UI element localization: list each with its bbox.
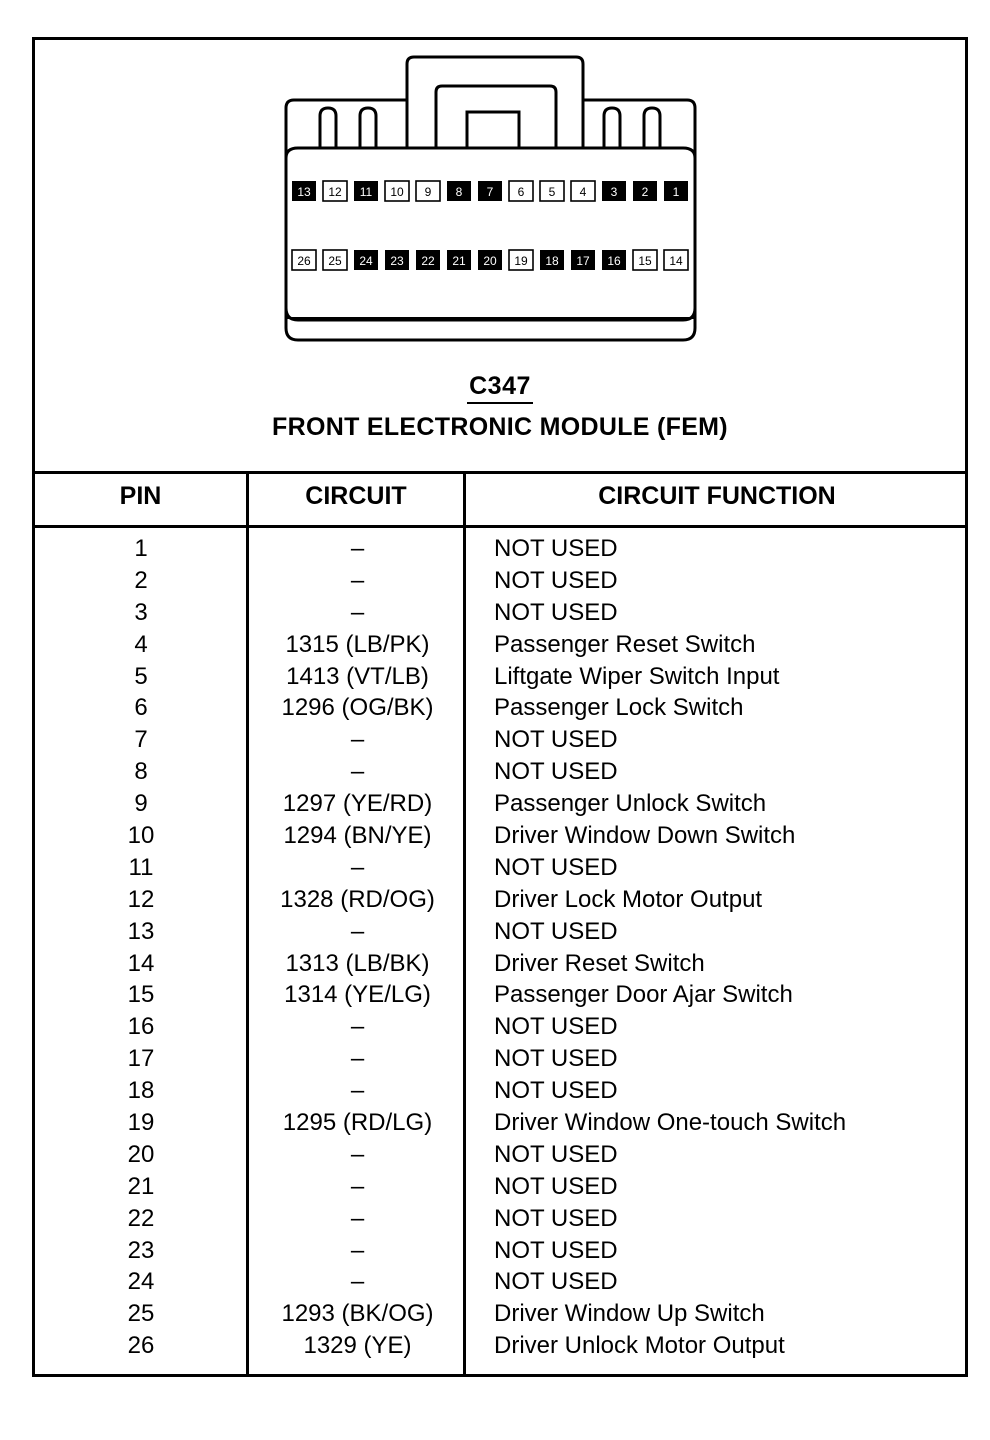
function-cell: NOT USED: [494, 1268, 618, 1296]
function-cell: NOT USED: [494, 1077, 618, 1105]
circuit-cell: 1295 (RD/LG): [282, 1109, 433, 1137]
table-row: [35, 1235, 965, 1267]
pin-cell: 11: [128, 853, 154, 881]
pinout-table-body: [35, 533, 965, 1362]
table-row: [35, 597, 965, 629]
pin-cell: 26: [127, 1332, 155, 1360]
function-cell: NOT USED: [494, 1172, 618, 1200]
circuit-cell: –: [350, 1204, 365, 1232]
table-row: [35, 565, 965, 597]
table-row: [35, 979, 965, 1011]
circuit-cell: –: [350, 1013, 365, 1041]
pin-cavity-19: [509, 250, 533, 270]
circuit-cell: 1294 (BN/YE): [283, 822, 432, 850]
circuit-cell: –: [350, 1045, 365, 1073]
pin-cell: 10: [127, 822, 155, 850]
function-cell: Liftgate Wiper Switch Input: [494, 662, 780, 690]
function-cell: NOT USED: [494, 758, 618, 786]
circuit-cell: –: [350, 566, 365, 594]
pin-cavity-22: [416, 250, 440, 270]
circuit-cell: –: [350, 1268, 365, 1296]
pin-cavity-10: [385, 181, 409, 201]
pin-number-label: 25: [328, 254, 342, 268]
connector-id: C347: [467, 372, 533, 404]
pin-cavity-8: [447, 181, 471, 201]
pin-cell: 25: [127, 1300, 155, 1328]
pin-number-label: 26: [297, 254, 311, 268]
table-row: [35, 661, 965, 693]
pin-number-label: 8: [455, 185, 463, 199]
pin-cell: 7: [134, 726, 148, 754]
circuit-cell: –: [350, 535, 365, 562]
function-cell: NOT USED: [494, 917, 618, 945]
header-bottom-rule: [32, 525, 968, 528]
table-row: [35, 1203, 965, 1235]
circuit-cell: –: [350, 726, 365, 754]
circuit-cell: 1315 (LB/PK): [285, 630, 430, 658]
pin-number-label: 6: [517, 185, 525, 199]
pin-number-label: 11: [359, 185, 373, 199]
pin-cavity-18: [540, 250, 564, 270]
pin-cell: 17: [127, 1045, 155, 1073]
pin-cavity-17: [571, 250, 595, 270]
pin-cell: 14: [127, 949, 155, 977]
pin-number-label: 13: [297, 185, 311, 199]
function-cell: Passenger Door Ajar Switch: [494, 981, 793, 1009]
connector-bottom-row: [292, 250, 688, 270]
function-cell: NOT USED: [494, 1236, 618, 1264]
pin-number-label: 14: [669, 254, 683, 268]
pin-number-label: 17: [576, 254, 590, 268]
pin-cell: 3: [134, 598, 148, 626]
pin-cavity-20: [478, 250, 502, 270]
pin-cavity-15: [633, 250, 657, 270]
pin-number-label: 15: [638, 254, 652, 268]
pin-cavity-7: [478, 181, 502, 201]
function-cell: NOT USED: [494, 535, 618, 562]
circuit-cell: 1314 (YE/LG): [284, 981, 431, 1009]
connector-title: [32, 372, 968, 442]
pin-number-label: 22: [421, 254, 435, 268]
pin-cavity-4: [571, 181, 595, 201]
pin-cell: 13: [127, 917, 155, 945]
function-cell: NOT USED: [494, 566, 618, 594]
pin-cavity-23: [385, 250, 409, 270]
pin-cavity-25: [323, 250, 347, 270]
circuit-cell: –: [350, 917, 365, 945]
pin-number-label: 2: [641, 185, 649, 199]
circuit-cell: –: [350, 1077, 365, 1105]
function-cell: Passenger Lock Switch: [494, 694, 744, 722]
pin-cell: 18: [127, 1077, 155, 1105]
function-cell: NOT USED: [494, 1045, 618, 1073]
table-row: [35, 692, 965, 724]
table-row: [35, 1043, 965, 1075]
pin-number-label: 19: [514, 254, 528, 268]
table-row: [35, 1298, 965, 1330]
header-circuit-function: CIRCUIT FUNCTION: [598, 482, 836, 510]
module-name: FRONT ELECTRONIC MODULE (FEM): [272, 413, 728, 441]
circuit-cell: 1297 (YE/RD): [282, 790, 433, 818]
pin-number-label: 12: [328, 185, 342, 199]
function-cell: Driver Window Up Switch: [494, 1300, 765, 1328]
table-row: [35, 948, 965, 980]
function-cell: NOT USED: [494, 1204, 618, 1232]
table-row: [35, 1107, 965, 1139]
pin-number-label: 10: [390, 185, 404, 199]
table-row: [35, 852, 965, 884]
pin-cavity-26: [292, 250, 316, 270]
pin-number-label: 24: [359, 254, 373, 268]
pin-cell: 24: [127, 1268, 155, 1296]
pin-cell: 1: [134, 535, 148, 562]
function-cell: NOT USED: [494, 853, 618, 881]
pin-cell: 21: [127, 1172, 155, 1200]
pin-cell: 8: [134, 758, 148, 786]
table-row: [35, 1139, 965, 1171]
pin-cavity-24: [354, 250, 378, 270]
pin-number-label: 9: [424, 185, 432, 199]
connector-top-row: [292, 181, 688, 201]
pin-cavity-1: [664, 181, 688, 201]
circuit-cell: –: [350, 598, 365, 626]
pin-cavity-9: [416, 181, 440, 201]
header-top-rule: [32, 471, 968, 474]
pin-cell: 4: [134, 630, 148, 658]
circuit-cell: –: [350, 853, 365, 881]
pin-number-label: 4: [579, 185, 587, 199]
pin-cell: 22: [127, 1204, 155, 1232]
pin-number-label: 7: [486, 185, 494, 199]
pin-cavity-12: [323, 181, 347, 201]
circuit-cell: 1329 (YE): [303, 1332, 412, 1360]
header-pin: PIN: [119, 482, 162, 510]
pin-cavity-11: [354, 181, 378, 201]
table-row: [35, 916, 965, 948]
table-row: [35, 756, 965, 788]
pin-number-label: 5: [548, 185, 556, 199]
pin-cell: 20: [127, 1140, 155, 1168]
pin-cell: 6: [134, 694, 148, 722]
pin-cell: 19: [127, 1109, 155, 1137]
table-row: [35, 1330, 965, 1362]
pin-number-label: 21: [452, 254, 466, 268]
function-cell: NOT USED: [494, 1013, 618, 1041]
function-cell: Driver Lock Motor Output: [494, 885, 763, 913]
pin-cavity-14: [664, 250, 688, 270]
table-row: [35, 884, 965, 916]
pin-number-label: 20: [483, 254, 497, 268]
pin-cavity-6: [509, 181, 533, 201]
circuit-cell: –: [350, 1236, 365, 1264]
function-cell: NOT USED: [494, 598, 618, 626]
table-row: [35, 533, 965, 565]
circuit-cell: –: [350, 758, 365, 786]
function-cell: Passenger Unlock Switch: [494, 790, 767, 818]
pin-number-label: 1: [672, 185, 680, 199]
pin-cavity-2: [633, 181, 657, 201]
function-cell: Passenger Reset Switch: [494, 630, 756, 658]
pin-cavity-13: [292, 181, 316, 201]
function-cell: Driver Unlock Motor Output: [494, 1332, 785, 1360]
header-circuit: CIRCUIT: [305, 482, 407, 510]
pin-number-label: 3: [610, 185, 618, 199]
pin-number-label: 18: [545, 254, 559, 268]
circuit-cell: –: [350, 1172, 365, 1200]
pin-cell: 2: [134, 566, 148, 594]
table-row: [35, 724, 965, 756]
table-row: [35, 1075, 965, 1107]
pin-cell: 9: [134, 790, 148, 818]
pin-cell: 5: [134, 662, 148, 690]
circuit-cell: 1328 (RD/OG): [280, 885, 435, 913]
pin-number-label: 16: [607, 254, 621, 268]
pin-cell: 16: [127, 1013, 155, 1041]
pin-cavity-16: [602, 250, 626, 270]
pin-cell: 15: [127, 981, 155, 1009]
circuit-cell: 1293 (BK/OG): [281, 1300, 434, 1328]
table-row: [35, 788, 965, 820]
circuit-cell: 1413 (VT/LB): [286, 662, 429, 690]
table-row: [35, 1266, 965, 1298]
table-row: [35, 629, 965, 661]
circuit-cell: 1296 (OG/BK): [281, 694, 434, 722]
pin-cell: 23: [127, 1236, 155, 1264]
circuit-cell: 1313 (LB/BK): [285, 949, 430, 977]
pin-number-label: 23: [390, 254, 404, 268]
circuit-cell: –: [350, 1140, 365, 1168]
pin-cell: 12: [127, 885, 155, 913]
pin-cavity-3: [602, 181, 626, 201]
table-row: [35, 820, 965, 852]
function-cell: NOT USED: [494, 1140, 618, 1168]
function-cell: NOT USED: [494, 726, 618, 754]
function-cell: Driver Reset Switch: [494, 949, 705, 977]
pin-cavity-21: [447, 250, 471, 270]
connector-face-drawing: [270, 50, 720, 350]
pin-cavity-5: [540, 181, 564, 201]
function-cell: Driver Window Down Switch: [494, 822, 796, 850]
function-cell: Driver Window One-touch Switch: [494, 1109, 847, 1137]
table-row: [35, 1171, 965, 1203]
table-row: [35, 1011, 965, 1043]
